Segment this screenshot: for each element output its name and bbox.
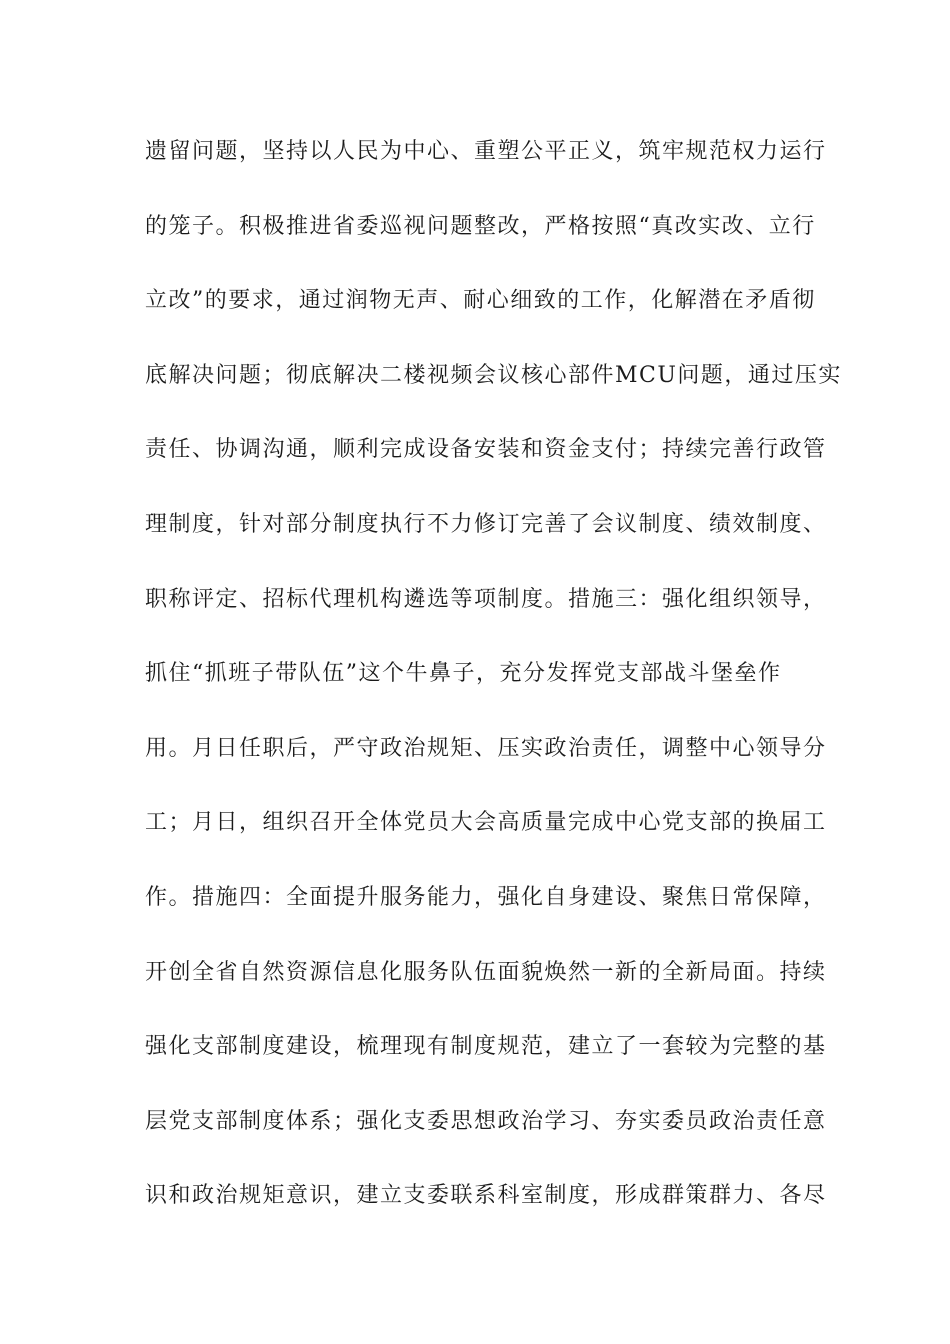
text-line: 抓住“抓班子带队伍”这个牛鼻子，充分发挥党支部战斗堡垒作 xyxy=(145,661,782,687)
text-line: 作。措施四：全面提升服务能力，强化自身建设、聚焦日常保障， xyxy=(145,884,827,910)
text-line: 工；月日，组织召开全体党员大会高质量完成中心党支部的换届工 xyxy=(145,810,827,836)
text-line: 识和政治规矩意识，建立支委联系科室制度，形成群策群力、各尽 xyxy=(145,1183,827,1209)
text-line: 的笼子。积极推进省委巡视问题整改，严格按照“真改实改、立行 xyxy=(145,213,816,239)
text-line: 理制度，针对部分制度执行不力修订完善了会议制度、绩效制度、 xyxy=(145,511,827,537)
text-line: 立改”的要求，通过润物无声、耐心细致的工作，化解潜在矛盾彻 xyxy=(145,288,816,314)
body-text xyxy=(145,130,842,1249)
text-line: 层党支部制度体系；强化支委思想政治学习、夯实委员政治责任意 xyxy=(145,1108,827,1134)
text-line: 开创全省自然资源信息化服务队伍面貌焕然一新的全新局面。持续 xyxy=(145,959,827,985)
text-line: 用。月日任职后，严守政治规矩、压实政治责任，调整中心领导分 xyxy=(145,735,827,761)
text-line: 强化支部制度建设，梳理现有制度规范，建立了一套较为完整的基 xyxy=(145,1034,827,1060)
text-line: 底解决问题；彻底解决二楼视频会议核心部件MCU问题，通过压实 xyxy=(145,362,842,388)
text-line: 遗留问题，坚持以人民为中心、重塑公平正义，筑牢规范权力运行 xyxy=(145,139,827,164)
text-line: 责任、协调沟通，顺利完成设备安装和资金支付；持续完善行政管 xyxy=(145,437,827,463)
text-line: 职称评定、招标代理机构遴选等项制度。措施三：强化组织领导， xyxy=(145,586,827,612)
